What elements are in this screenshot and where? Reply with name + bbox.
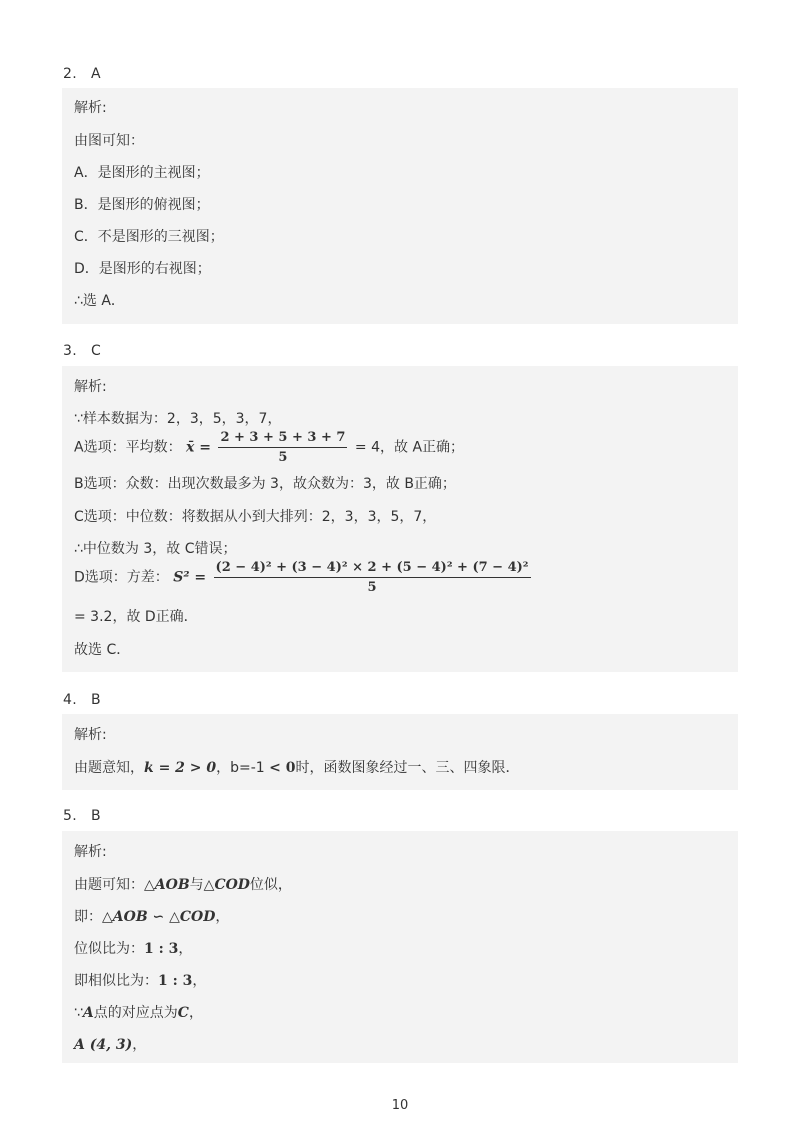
q5-text: 由题可知： bbox=[74, 877, 144, 893]
q5-text: 即： bbox=[74, 909, 102, 925]
q3-answer: C bbox=[90, 343, 102, 359]
q5-math: △AOB bbox=[144, 877, 190, 893]
q3-variance-denominator: 5 bbox=[367, 580, 377, 595]
q5-line bbox=[74, 1034, 146, 1054]
q3-line: = 3.2，故 D正确． bbox=[74, 609, 198, 625]
q4-number: 4. bbox=[63, 692, 77, 708]
q5-math: A (4, 3) bbox=[74, 1037, 133, 1053]
q4-solution-box bbox=[62, 714, 738, 790]
q5-line bbox=[74, 906, 229, 926]
q2-number: 2. bbox=[63, 66, 77, 82]
q5-label: 解析: bbox=[74, 844, 107, 860]
q5-text: 点的对应点为 bbox=[93, 1005, 178, 1021]
q3-label: 解析: bbox=[74, 379, 107, 395]
q5-math: △AOB ∽ △COD bbox=[102, 909, 216, 925]
q3-mean-result: = 4，故 A正确； bbox=[354, 439, 465, 456]
q3-solution-box bbox=[62, 366, 738, 672]
q2-line: A．是图形的主视图； bbox=[74, 165, 210, 181]
q4-text: 时，函数图象经过一、三、四象限． bbox=[295, 760, 520, 776]
q5-text: ， bbox=[132, 1037, 147, 1053]
q5-answer: B bbox=[90, 808, 101, 824]
q5-text: 位似比为： bbox=[74, 941, 144, 957]
q4-header bbox=[63, 692, 101, 708]
q5-math: A bbox=[82, 1005, 94, 1021]
q4-text: 由题意知， bbox=[74, 760, 144, 776]
q3-line: ∴中位数为 3，故 C错误； bbox=[74, 541, 237, 557]
q3-variance-symbol: S² = bbox=[173, 569, 207, 586]
q3-header bbox=[63, 343, 101, 359]
q3-line: C选项：中位数：将数据从小到大排列：2，3，3，5，7， bbox=[74, 509, 437, 525]
q3-variance-label: D选项：方差： bbox=[74, 569, 169, 586]
q3-line: B选项：众数：出现次数最多为 3，故众数为：3，故 B正确； bbox=[74, 476, 456, 492]
q2-answer: A bbox=[90, 66, 101, 82]
q5-math: 1 : 3 bbox=[144, 941, 179, 957]
q5-solution-box bbox=[62, 831, 738, 1063]
q3-mean-fraction bbox=[218, 430, 347, 465]
q3-mean-line bbox=[74, 430, 464, 465]
q2-header bbox=[63, 66, 101, 82]
q2-line: D．是图形的右视图； bbox=[74, 261, 211, 277]
q3-mean-denominator: 5 bbox=[278, 450, 288, 465]
q3-variance-numerator: (2 − 4)² + (3 − 4)² × 2 + (5 − 4)² + (7 − 4)² bbox=[214, 560, 531, 578]
q2-line: C．不是图形的三视图； bbox=[74, 229, 224, 245]
q2-line: B．是图形的俯视图； bbox=[74, 197, 210, 213]
q5-text: 位似， bbox=[249, 877, 292, 893]
q4-line bbox=[74, 757, 520, 777]
q4-math: < 0 bbox=[269, 760, 296, 776]
q4-label: 解析: bbox=[74, 727, 107, 743]
q5-line bbox=[74, 970, 206, 990]
q3-variance-line bbox=[74, 560, 534, 595]
q3-conclusion: 故选 C． bbox=[74, 642, 131, 658]
q5-text: ， bbox=[192, 973, 207, 989]
q3-mean-symbol: x̄ = bbox=[186, 439, 211, 456]
q4-text: ，b=-1 bbox=[216, 760, 265, 776]
q5-text: ， bbox=[188, 1005, 203, 1021]
q5-text: ∵ bbox=[74, 1005, 83, 1021]
q2-label: 解析: bbox=[74, 100, 107, 116]
q5-number: 5. bbox=[63, 808, 77, 824]
q3-mean-numerator: 2 + 3 + 5 + 3 + 7 bbox=[218, 430, 347, 448]
q5-header bbox=[63, 808, 101, 824]
q3-variance-fraction bbox=[214, 560, 531, 595]
q3-mean-label: A选项：平均数： bbox=[74, 439, 182, 456]
q2-solution-box bbox=[62, 88, 738, 324]
page-number: 10 bbox=[391, 1098, 409, 1113]
q4-answer: B bbox=[90, 692, 101, 708]
q5-text: ， bbox=[178, 941, 193, 957]
q5-math: C bbox=[177, 1005, 189, 1021]
q4-math: k = 2 > 0 bbox=[144, 760, 217, 776]
q5-text: 与 bbox=[189, 877, 204, 893]
q5-line bbox=[74, 938, 192, 958]
q3-number: 3. bbox=[63, 343, 77, 359]
q5-text: 即相似比为： bbox=[74, 973, 158, 989]
q3-line: ∵样本数据为：2，3，5，3，7， bbox=[74, 411, 282, 427]
q5-text: ， bbox=[215, 909, 230, 925]
q5-line bbox=[74, 874, 292, 894]
q5-math: 1 : 3 bbox=[158, 973, 193, 989]
q2-line: 由图可知： bbox=[74, 133, 144, 149]
q5-math: △COD bbox=[203, 877, 250, 893]
q2-conclusion: ∴选 A． bbox=[74, 293, 125, 309]
q5-line bbox=[74, 1002, 203, 1022]
